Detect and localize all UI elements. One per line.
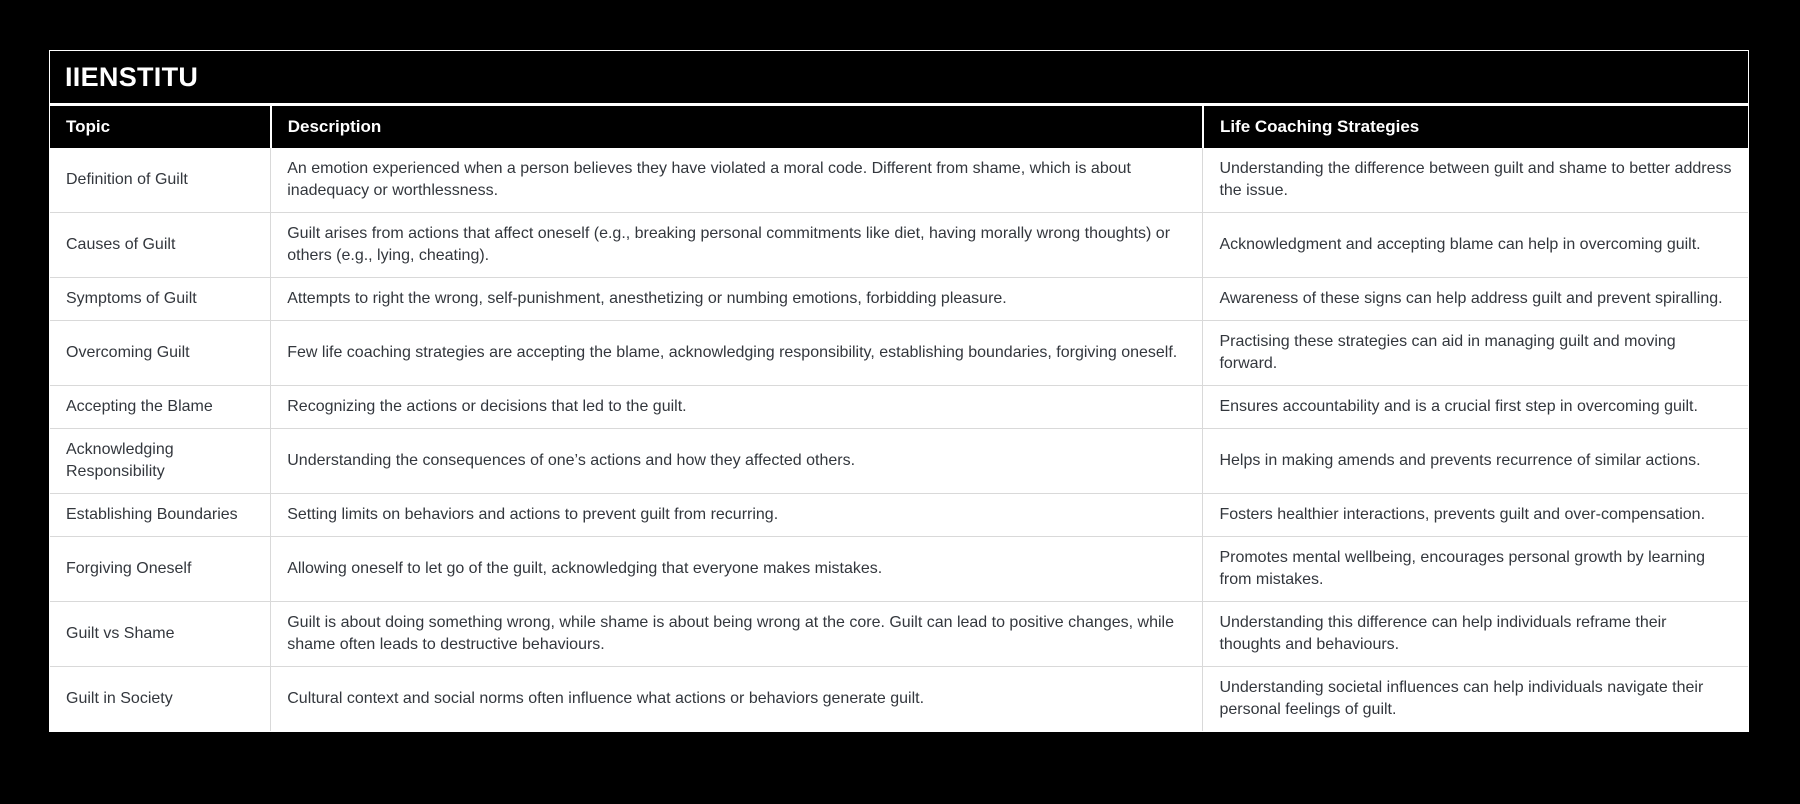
- page-title: IIENSTITU: [65, 61, 199, 92]
- cell-description: An emotion experienced when a person believes they have violated a moral code. Different from shame, which is about inadequacy or worthlessness.: [271, 148, 1203, 213]
- cell-strategy: Understanding societal influences can help individuals navigate their personal feelings of guilt.: [1203, 667, 1748, 732]
- cell-description: Few life coaching strategies are accepting the blame, acknowledging responsibility, establishing boundaries, forgiving oneself.: [271, 321, 1203, 386]
- column-header-strategies: Life Coaching Strategies: [1203, 106, 1748, 148]
- cell-topic: Causes of Guilt: [50, 213, 271, 278]
- cell-description: Understanding the consequences of one’s actions and how they affected others.: [271, 429, 1203, 494]
- table-header: [50, 106, 1748, 148]
- cell-topic: Establishing Boundaries: [50, 494, 271, 537]
- cell-topic: Guilt in Society: [50, 667, 271, 732]
- cell-description: Attempts to right the wrong, self-punishment, anesthetizing or numbing emotions, forbidding pleasure.: [271, 278, 1203, 321]
- cell-topic: Forgiving Oneself: [50, 537, 271, 602]
- cell-description: Cultural context and social norms often influence what actions or behaviors generate guilt.: [271, 667, 1203, 732]
- table-row: [50, 386, 1748, 429]
- card-title-bar: [50, 51, 1748, 106]
- column-header-topic: Topic: [50, 106, 271, 148]
- cell-topic: Overcoming Guilt: [50, 321, 271, 386]
- cell-description: Guilt is about doing something wrong, while shame is about being wrong at the core. Guilt can lead to positive changes, while shame often leads to destructive behaviours.: [271, 602, 1203, 667]
- table-row: [50, 321, 1748, 386]
- cell-strategy: Ensures accountability and is a crucial first step in overcoming guilt.: [1203, 386, 1748, 429]
- cell-topic: Symptoms of Guilt: [50, 278, 271, 321]
- cell-strategy: Understanding the difference between guilt and shame to better address the issue.: [1203, 148, 1748, 213]
- cell-description: Recognizing the actions or decisions that led to the guilt.: [271, 386, 1203, 429]
- cell-strategy: Helps in making amends and prevents recurrence of similar actions.: [1203, 429, 1748, 494]
- cell-strategy: Understanding this difference can help individuals reframe their thoughts and behaviours.: [1203, 602, 1748, 667]
- table-row: [50, 667, 1748, 732]
- cell-topic: Guilt vs Shame: [50, 602, 271, 667]
- table-row: [50, 537, 1748, 602]
- cell-description: Guilt arises from actions that affect oneself (e.g., breaking personal commitments like diet, having morally wrong thoughts) or others (e.g., lying, cheating).: [271, 213, 1203, 278]
- cell-description: Allowing oneself to let go of the guilt, acknowledging that everyone makes mistakes.: [271, 537, 1203, 602]
- table-row: [50, 602, 1748, 667]
- cell-topic: Definition of Guilt: [50, 148, 271, 213]
- content-card: [49, 50, 1749, 732]
- cell-strategy: Acknowledgment and accepting blame can help in overcoming guilt.: [1203, 213, 1748, 278]
- cell-strategy: Practising these strategies can aid in managing guilt and moving forward.: [1203, 321, 1748, 386]
- column-header-description: Description: [271, 106, 1203, 148]
- table-row: [50, 278, 1748, 321]
- cell-description: Setting limits on behaviors and actions to prevent guilt from recurring.: [271, 494, 1203, 537]
- table-row: [50, 429, 1748, 494]
- table-row: [50, 213, 1748, 278]
- table-row: [50, 148, 1748, 213]
- cell-topic: Accepting the Blame: [50, 386, 271, 429]
- guilt-table: [50, 106, 1748, 731]
- table-body: [50, 148, 1748, 731]
- cell-strategy: Awareness of these signs can help address guilt and prevent spiralling.: [1203, 278, 1748, 321]
- cell-strategy: Promotes mental wellbeing, encourages personal growth by learning from mistakes.: [1203, 537, 1748, 602]
- cell-strategy: Fosters healthier interactions, prevents guilt and over-compensation.: [1203, 494, 1748, 537]
- cell-topic: Acknowledging Responsibility: [50, 429, 271, 494]
- table-row: [50, 494, 1748, 537]
- header-row: [50, 106, 1748, 148]
